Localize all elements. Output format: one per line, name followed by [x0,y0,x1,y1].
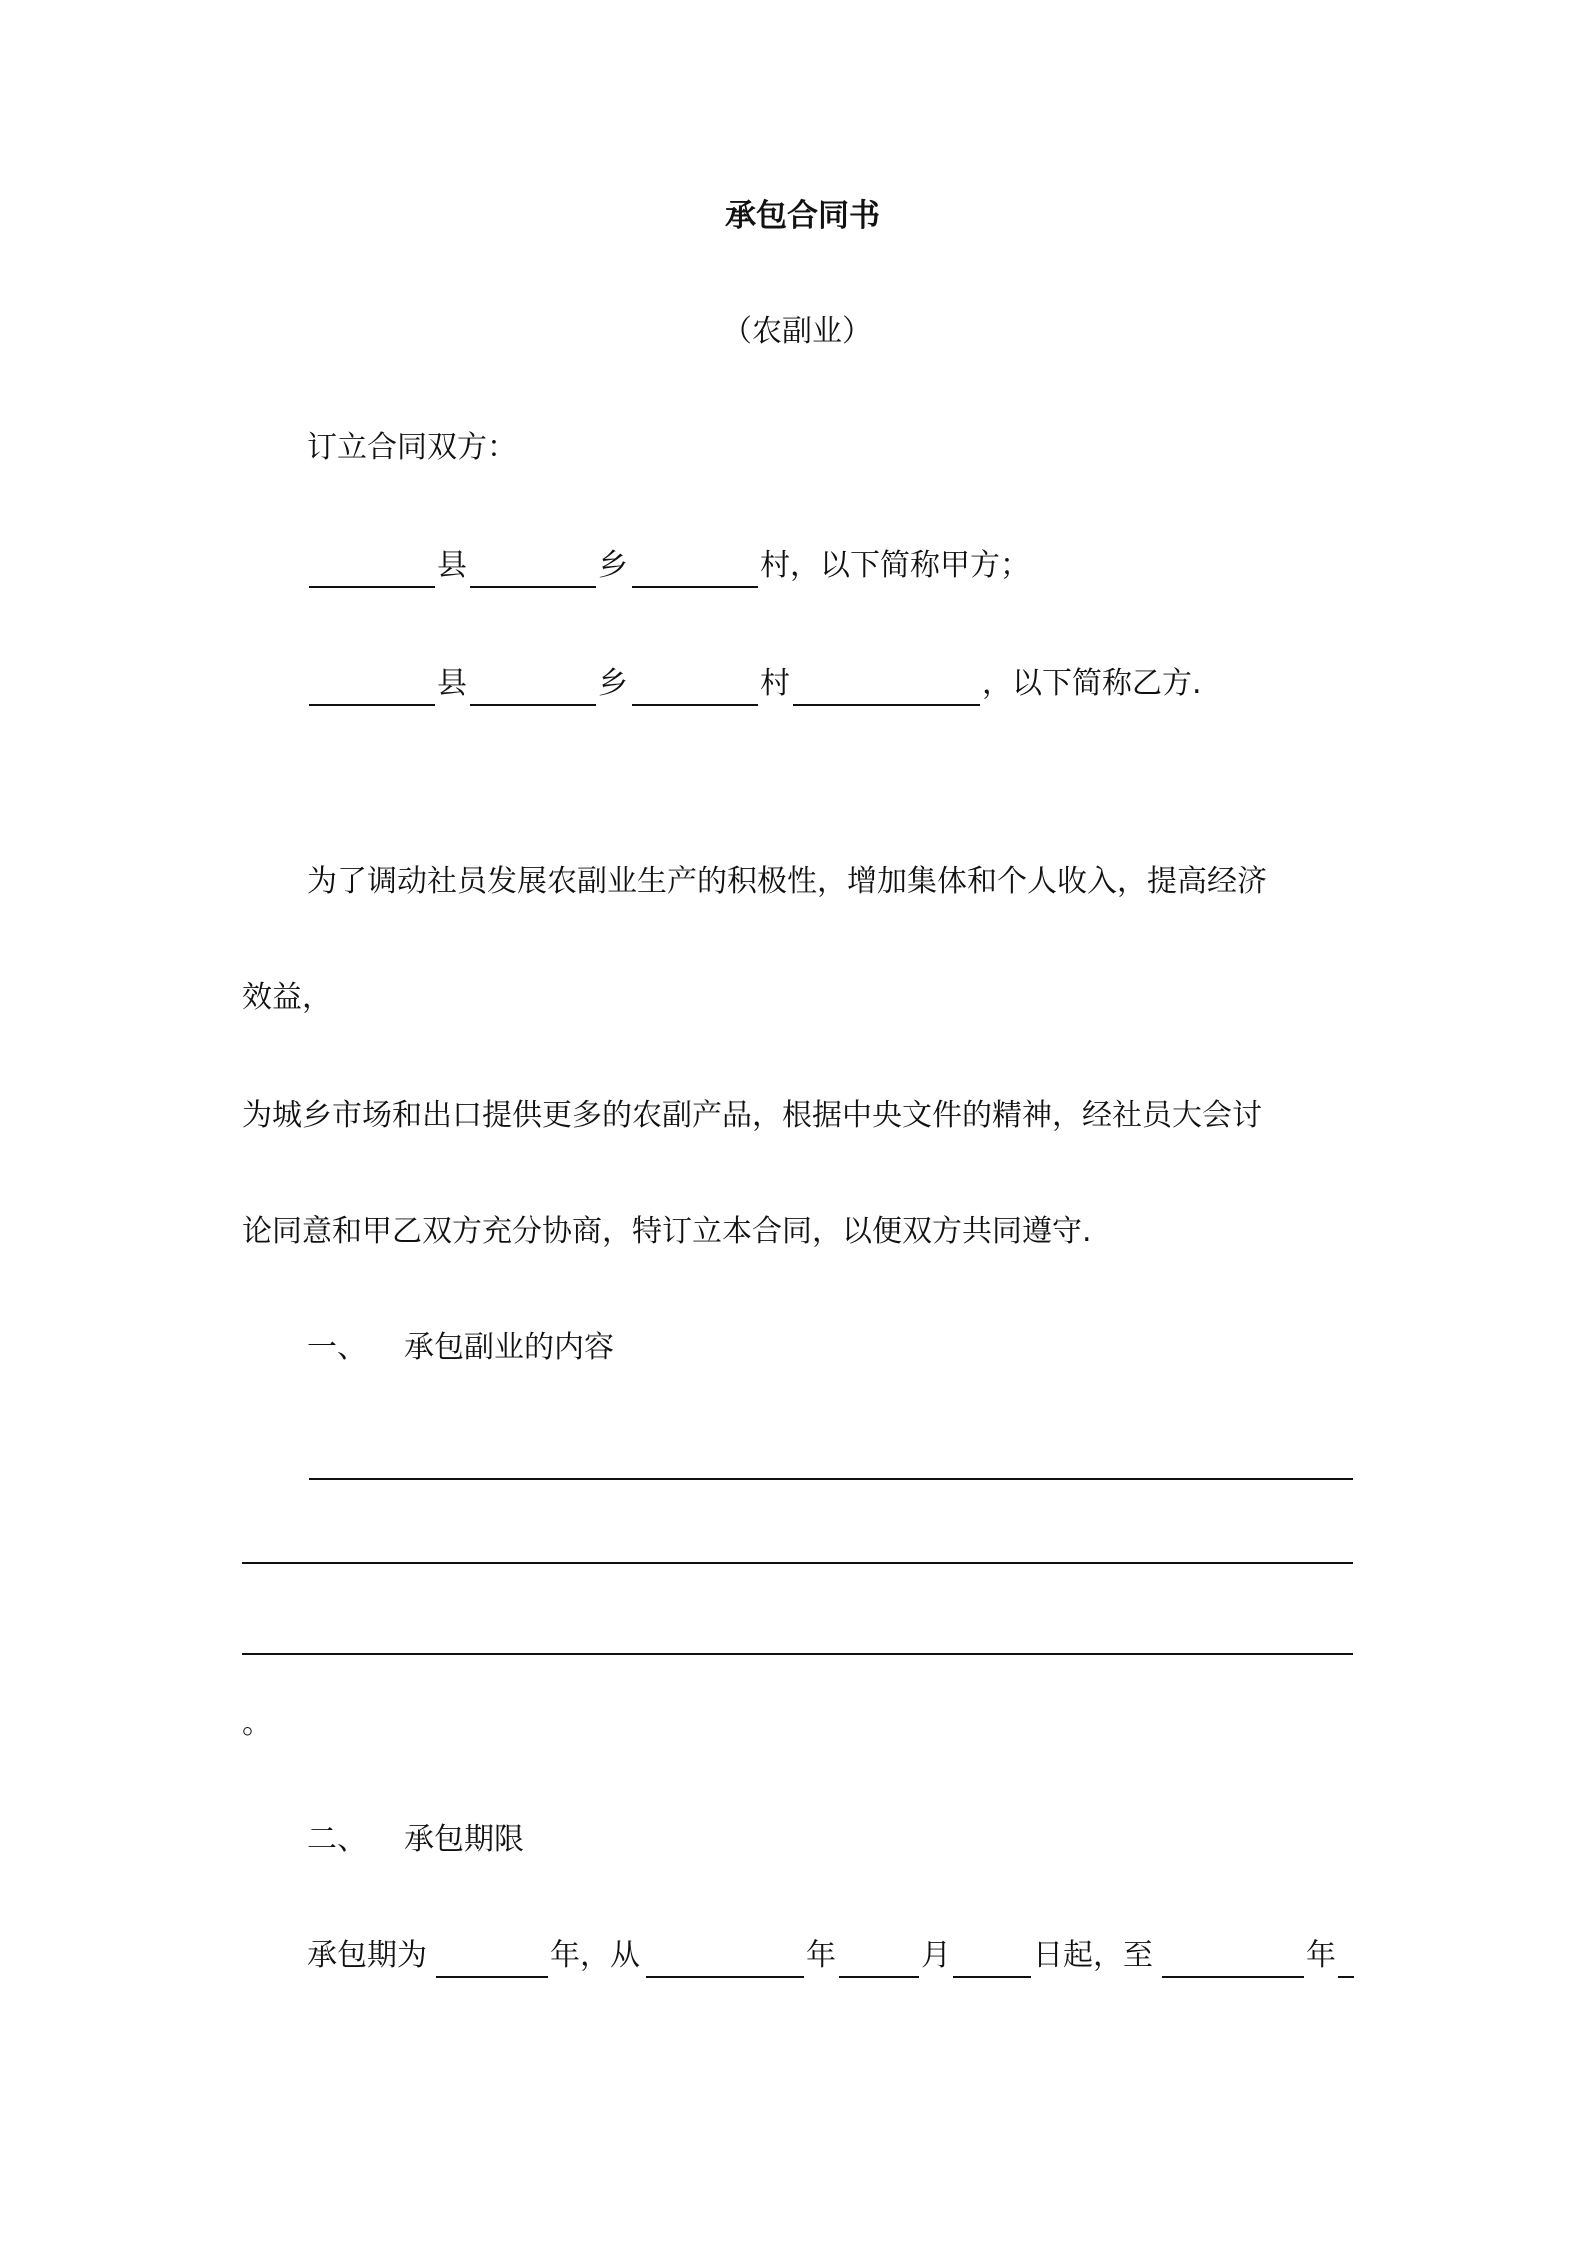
section-1-end-mark: 。 [242,1706,272,1741]
party-b-township-label: 乡 [598,666,628,701]
term-continuation-blank[interactable] [1338,1976,1354,1978]
party-b-county-label: 县 [437,666,467,701]
term-years-blank[interactable] [436,1976,548,1978]
party-b-name-blank[interactable] [793,704,980,706]
term-month-label: 月 [921,1938,951,1973]
preamble-line-4: 论同意和甲乙双方充分协商，特订立本合同，以便双方共同遵守. [242,1214,1092,1249]
party-b-township-blank[interactable] [470,704,596,706]
party-a-village-label: 村，以下简称甲方； [760,548,1030,583]
section-1-content-line-3[interactable] [242,1653,1353,1655]
party-a-township-blank[interactable] [470,586,596,588]
term-prefix: 承包期为 [307,1938,427,1973]
party-b-county-blank[interactable] [309,704,435,706]
parties-heading: 订立合同双方： [307,430,517,465]
preamble-line-2: 效益， [242,980,332,1015]
document-title: 承包合同书 [725,198,880,234]
section-1-number: 一、 [307,1330,367,1365]
term-start-month-blank[interactable] [839,1976,919,1978]
term-end-year-blank[interactable] [1162,1976,1304,1978]
term-day-label: 日起，至 [1033,1938,1153,1973]
party-b-suffix: ，以下简称乙方. [982,666,1202,701]
term-year3-label: 年 [1306,1938,1336,1973]
party-a-county-blank[interactable] [309,586,435,588]
section-1-title: 承包副业的内容 [404,1330,614,1365]
section-2-number: 二、 [307,1822,367,1857]
party-a-township-label: 乡 [598,548,628,583]
term-year1-label: 年，从 [550,1938,640,1973]
term-start-year-blank[interactable] [646,1976,804,1978]
section-1-content-line-1[interactable] [309,1478,1353,1480]
party-a-village-blank[interactable] [632,586,758,588]
document-subtitle: （农副业） [722,314,872,349]
party-b-village-blank[interactable] [632,704,758,706]
term-start-day-blank[interactable] [953,1976,1031,1978]
preamble-line-3: 为城乡市场和出口提供更多的农副产品，根据中央文件的精神，经社员大会讨 [242,1098,1262,1133]
party-b-village-label: 村 [760,666,790,701]
section-1-content-line-2[interactable] [242,1562,1353,1564]
party-a-county-label: 县 [437,548,467,583]
preamble-line-1: 为了调动社员发展农副业生产的积极性，增加集体和个人收入，提高经济 [307,864,1267,899]
term-year2-label: 年 [806,1938,836,1973]
section-2-title: 承包期限 [404,1822,524,1857]
